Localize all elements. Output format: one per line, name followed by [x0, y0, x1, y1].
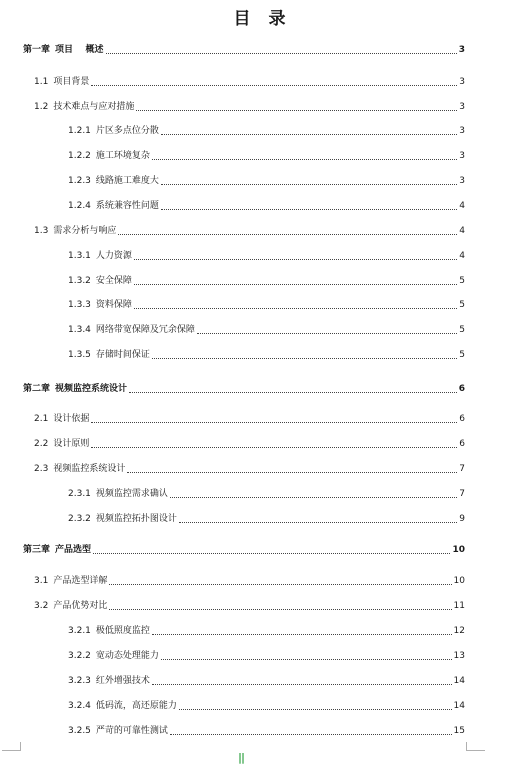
toc-entry-text: 技术难点与应对措施	[53, 102, 135, 112]
toc-page-number: 9	[459, 514, 465, 524]
toc-leader-dots	[152, 684, 452, 685]
toc-entry-number: 2.3	[34, 464, 49, 474]
toc-leader-dots	[179, 709, 452, 710]
toc-entry[interactable]	[68, 701, 465, 712]
toc-leader-dots	[106, 53, 457, 54]
toc-leader-dots	[93, 553, 450, 554]
toc-entry-number: 1.3	[34, 226, 49, 236]
toc-page-number: 3	[459, 77, 465, 87]
toc-page-number: 6	[458, 384, 465, 394]
toc-page-number: 6	[459, 414, 465, 424]
toc-entry-number: 1.3.4	[68, 325, 91, 335]
toc-entry[interactable]	[68, 489, 465, 500]
toc-leader-dots	[161, 659, 452, 660]
toc-page-number: 13	[453, 651, 465, 661]
page-corner-mark-right	[466, 742, 485, 751]
toc-entry-text: 施工环境复杂	[95, 151, 150, 161]
toc-entry-text: 安全保障	[95, 276, 132, 286]
toc-entry[interactable]	[23, 545, 465, 556]
toc-leader-dots	[134, 259, 457, 260]
toc-entry-number: 第一章	[23, 45, 51, 55]
toc-entry[interactable]	[68, 201, 465, 212]
toc-entry-number: 3.2.1	[68, 626, 91, 636]
text-cursor-icon: ||	[238, 751, 245, 764]
toc-entry[interactable]	[34, 226, 465, 237]
toc-entry-number: 3.2.4	[68, 701, 91, 711]
toc-title: 目 录	[233, 9, 292, 29]
toc-entry-number: 1.2	[34, 102, 49, 112]
toc-page-number: 3	[459, 176, 465, 186]
toc-leader-dots	[118, 234, 457, 235]
toc-leader-dots	[109, 584, 451, 585]
toc-page-number: 7	[459, 489, 465, 499]
toc-entry[interactable]	[68, 251, 465, 262]
toc-entry-text: 产品优势对比	[53, 601, 108, 611]
toc-entry-number: 3.1	[34, 576, 49, 586]
toc-entry[interactable]	[34, 464, 465, 475]
toc-entry-text: 视频监控需求确认	[95, 489, 168, 499]
toc-leader-dots	[127, 472, 457, 473]
toc-entry-number: 1.3.5	[68, 350, 91, 360]
toc-leader-dots	[170, 497, 457, 498]
toc-entry-text: 红外增强技术	[95, 676, 150, 686]
toc-entry-text: 存储时间保证	[95, 350, 150, 360]
toc-entry-text: 项目背景	[53, 77, 90, 87]
toc-leader-dots	[91, 85, 457, 86]
toc-entry-text: 线路施工难度大	[95, 176, 159, 186]
toc-entry[interactable]	[68, 151, 465, 162]
toc-entry[interactable]	[68, 300, 465, 311]
toc-entry-number: 1.1	[34, 77, 49, 87]
toc-page-number: 3	[459, 151, 465, 161]
toc-page-number: 15	[453, 726, 465, 736]
toc-entry-number: 3.2.2	[68, 651, 91, 661]
toc-leader-dots	[161, 134, 457, 135]
toc-entry-number: 1.3.1	[68, 251, 91, 261]
toc-entry-text: 系统兼容性问题	[95, 201, 159, 211]
toc-page-number: 5	[459, 325, 465, 335]
toc-entry[interactable]	[68, 626, 465, 637]
toc-page-number: 3	[458, 45, 465, 55]
toc-entry-text: 设计依据	[53, 414, 90, 424]
toc-page-number: 10	[452, 545, 465, 555]
toc-page-number: 14	[453, 676, 465, 686]
toc-entry-text: 视频监控系统设计	[55, 384, 128, 394]
toc-entry[interactable]	[34, 414, 465, 425]
toc-leader-dots	[161, 209, 457, 210]
toc-entry-number: 1.3.2	[68, 276, 91, 286]
toc-leader-dots	[152, 634, 452, 635]
toc-leader-dots	[129, 392, 457, 393]
toc-page-number: 5	[459, 276, 465, 286]
toc-page-number: 5	[459, 300, 465, 310]
toc-entry-number: 1.2.2	[68, 151, 91, 161]
toc-entry[interactable]	[68, 651, 465, 662]
toc-entry-number: 第三章	[23, 545, 51, 555]
toc-entry[interactable]	[68, 276, 465, 287]
toc-leader-dots	[91, 422, 457, 423]
toc-entry-number: 1.3.3	[68, 300, 91, 310]
toc-entry-text: 宽动态处理能力	[95, 651, 159, 661]
toc-entry-text: 资料保障	[95, 300, 132, 310]
toc-entry[interactable]	[34, 439, 465, 450]
toc-leader-dots	[170, 734, 452, 735]
toc-entry[interactable]	[23, 45, 465, 56]
toc-entry-text: 视频监控系统设计	[53, 464, 126, 474]
toc-entry-number: 3.2.5	[68, 726, 91, 736]
toc-entry-text: 网络带宽保障及冗余保障	[95, 325, 195, 335]
toc-entry-text: 极低照度监控	[95, 626, 150, 636]
toc-entry-text: 低码流，高还原能力	[95, 701, 177, 711]
toc-entry-text: 产品选型	[55, 545, 92, 555]
toc-entry[interactable]	[68, 325, 465, 336]
toc-entry[interactable]	[34, 102, 465, 113]
toc-entry[interactable]	[68, 350, 465, 361]
toc-leader-dots	[134, 308, 457, 309]
toc-entry[interactable]	[68, 176, 465, 187]
toc-entry[interactable]	[68, 126, 465, 137]
toc-leader-dots	[152, 159, 457, 160]
toc-entry-number: 2.3.2	[68, 514, 91, 524]
toc-page-number: 6	[459, 439, 465, 449]
toc-page-number: 5	[459, 350, 465, 360]
toc-entry-number: 1.2.1	[68, 126, 91, 136]
toc-entry[interactable]	[68, 676, 465, 687]
toc-page-number: 14	[453, 701, 465, 711]
toc-entry[interactable]	[23, 384, 465, 395]
toc-entry-text: 片区多点位分散	[95, 126, 159, 136]
toc-entry[interactable]	[34, 601, 465, 612]
toc-entry-text: 人力资源	[95, 251, 132, 261]
toc-page-number: 4	[459, 226, 465, 236]
toc-entry-number: 1.2.3	[68, 176, 91, 186]
toc-leader-dots	[161, 184, 457, 185]
toc-page-number: 4	[459, 251, 465, 261]
toc-entry-text: 项目 概述	[55, 45, 104, 55]
toc-entry-text: 设计原则	[53, 439, 90, 449]
toc-entry-number: 1.2.4	[68, 201, 91, 211]
toc-page-number: 3	[459, 102, 465, 112]
toc-page-number: 4	[459, 201, 465, 211]
toc-entry-text: 需求分析与响应	[53, 226, 117, 236]
toc-entry-number: 2.2	[34, 439, 49, 449]
toc-entry[interactable]	[68, 514, 465, 525]
toc-leader-dots	[152, 358, 457, 359]
toc-leader-dots	[134, 284, 457, 285]
toc-leader-dots	[91, 447, 457, 448]
toc-leader-dots	[109, 609, 451, 610]
toc-page-number: 12	[453, 626, 465, 636]
toc-entry[interactable]	[34, 576, 465, 587]
toc-page-number: 11	[453, 601, 465, 611]
toc-page-number: 10	[453, 576, 465, 586]
toc-leader-dots	[179, 522, 457, 523]
toc-entry-number: 3.2	[34, 601, 49, 611]
toc-entry-text: 严苛的可靠性测试	[95, 726, 168, 736]
toc-entry[interactable]	[68, 726, 465, 737]
toc-entry-number: 2.1	[34, 414, 49, 424]
toc-entry-number: 第二章	[23, 384, 51, 394]
toc-entry[interactable]	[34, 77, 465, 88]
toc-entry-number: 3.2.3	[68, 676, 91, 686]
toc-leader-dots	[136, 110, 457, 111]
toc-entry-number: 2.3.1	[68, 489, 91, 499]
toc-entry-text: 视频监控拓扑图设计	[95, 514, 177, 524]
toc-page-number: 3	[459, 126, 465, 136]
page-corner-mark-left	[2, 742, 21, 751]
toc-entry-text: 产品选型详解	[53, 576, 108, 586]
toc-leader-dots	[197, 333, 457, 334]
toc-page-number: 7	[459, 464, 465, 474]
